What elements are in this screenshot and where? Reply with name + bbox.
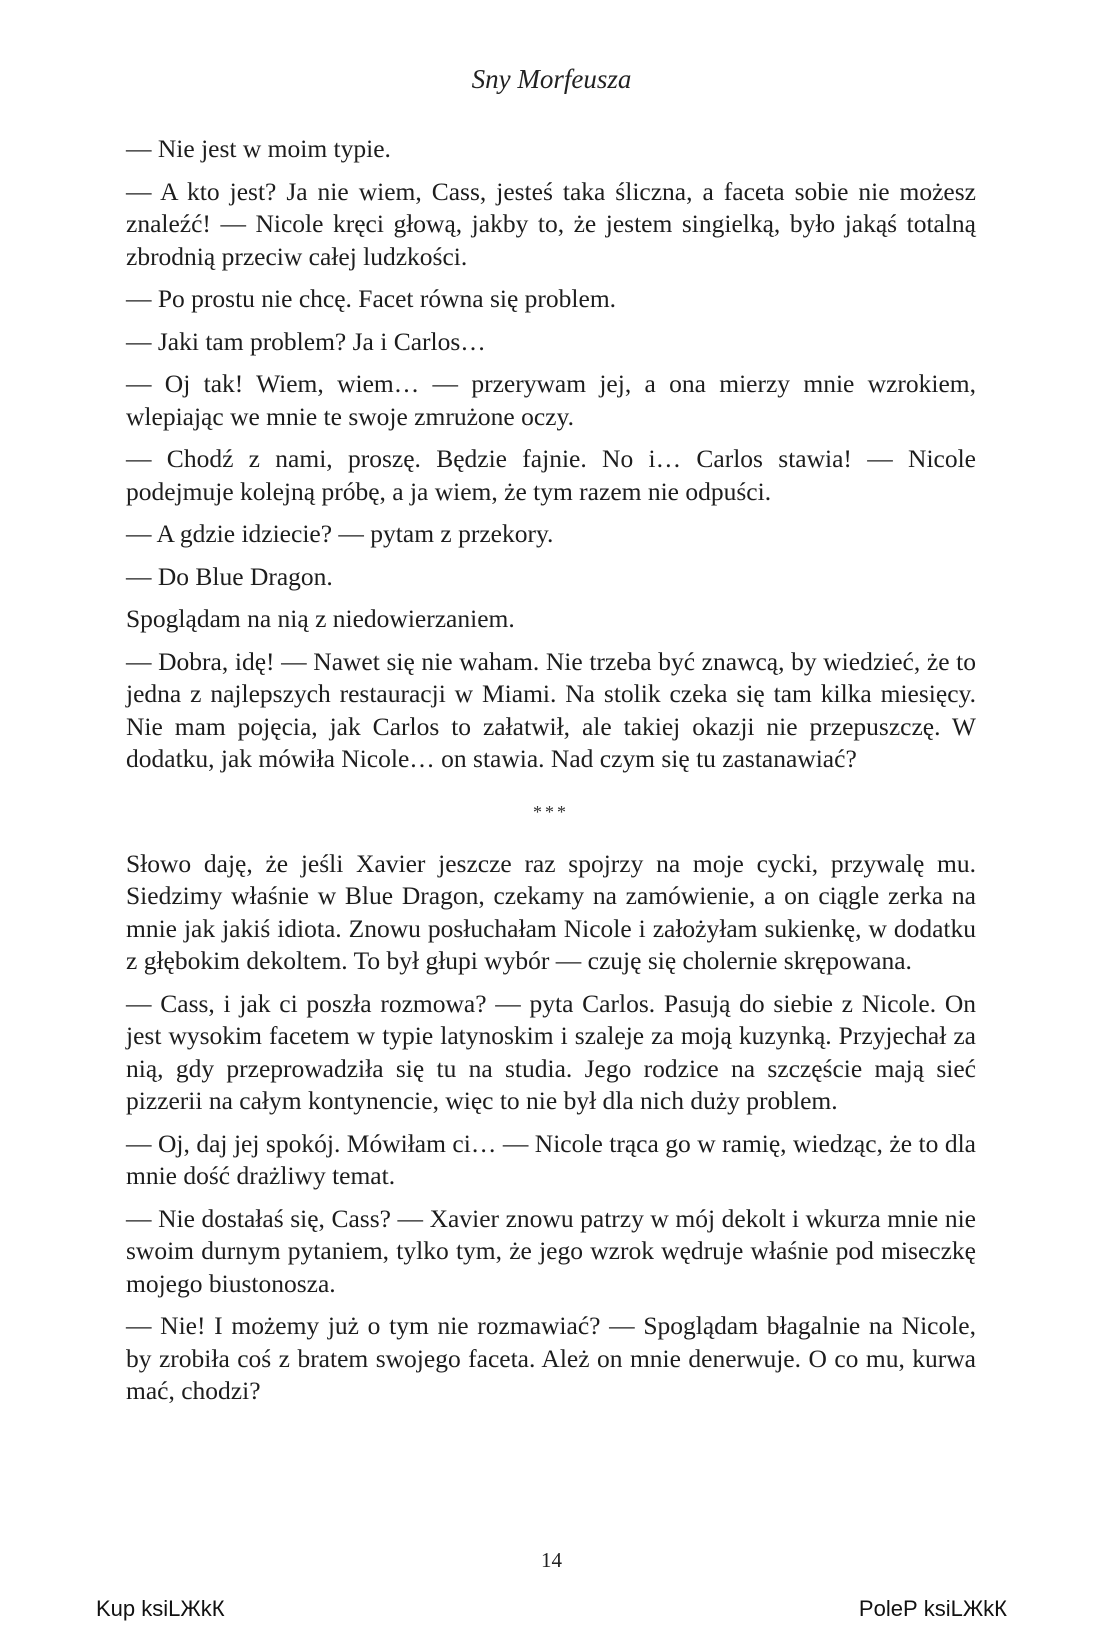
paragraph: — Nie jest w moim typie. <box>126 134 391 163</box>
paragraph: — A gdzie idziecie? — pytam z przekory. <box>126 519 554 548</box>
paragraph: — Nie dostałaś się, Cass? — Xavier znowu patrzy w mój dekolt i wkurza mnie nie swoim durnym pytaniem, tylko tym, że jego wzrok wędruje właśnie pod miseczkę mojego biustonosza. <box>126 1203 976 1298</box>
paragraph: — Cass, i jak ci poszła rozmowa? — pyta Carlos. Pasują do siebie z Nicole. On jest wysokim facetem w typie latynoskim i szaleje za moją kuzynką. Przyjechał za nią, gdy przeprowadziła się tu na studia. Jego rodzice na szczęście mają sieć pizzerii na całym kontynencie, więc to nie był dla nich duży problem. <box>126 988 976 1115</box>
paragraph: — Chodź z nami, proszę. Będzie fajnie. No i… Carlos stawia! — Nicole podejmuje kolejną próbę, a ja wiem, że tym razem nie odpuści. <box>126 444 976 506</box>
paragraph: — Oj tak! Wiem, wiem… — przerywam jej, a ona mierzy mnie wzrokiem, wlepiając we mnie te swoje zmrużone oczy. <box>126 369 976 431</box>
paragraph: — Jaki tam problem? Ja i Carlos… <box>126 326 486 356</box>
paragraph: Spoglądam na nią z niedowierzaniem. <box>126 604 515 633</box>
buy-book-link[interactable]: Kup ksiLЖkК <box>96 1596 225 1621</box>
paragraph: — Dobra, idę! — Nawet się nie waham. Nie trzeba być znawcą, by wiedzieć, że to jedna z najlepszych restauracji w Miami. Na stolik czeka się tam kilka miesięcy. Nie mam pojęcia, jak Carlos to załatwił, ale takiej okazji nie przepuszczę. W dodatku, jak mówiła Nicole… on stawia. Nad czym się tu zastanawiać? <box>126 646 976 773</box>
paragraph: Słowo daję, że jeśli Xavier jeszcze raz spojrzy na moje cycki, przywalę mu. Siedzimy właśnie w Blue Dragon, czekamy na zamówienie, a on ciągle zerka na mnie jak jakiś idiota. Znowu posłuchałam Nicole i założyłam sukienkę, w dodatku z głębokim dekoltem. To był głupi wybór — czuję się cholernie skrępowana. <box>126 848 976 975</box>
page-number: 14 <box>541 1548 562 1572</box>
scene-break: *** <box>533 801 569 822</box>
running-header: Sny Morfeusza <box>471 64 632 94</box>
paragraph: — Nie! I możemy już o tym nie rozmawiać? — Spoglądam błagalnie na Nicole, by zrobiła coś z bratem swojego faceta. Ależ on mnie denerwuje. O co mu, kurwa mać, chodzi? <box>126 1311 976 1405</box>
paragraph: — Do Blue Dragon. <box>126 561 333 591</box>
body-text <box>126 133 976 1418</box>
paragraph: — A kto jest? Ja nie wiem, Cass, jesteś taka śliczna, a faceta sobie nie możesz znaleźć! — Nicole kręci głową, jakby to, że jestem singielką, było jakąś totalną zbrodnią przeciw całej ludzkości. <box>126 176 976 271</box>
recommend-book-link[interactable]: PoleР ksiLЖkК <box>858 1596 1007 1621</box>
paragraph: — Po prostu nie chcę. Facet równa się problem. <box>126 284 617 313</box>
paragraph: — Oj, daj jej spokój. Mówiłam ci… — Nicole trąca go w ramię, wiedząc, że to dla mnie dość drażliwy temat. <box>126 1128 976 1190</box>
